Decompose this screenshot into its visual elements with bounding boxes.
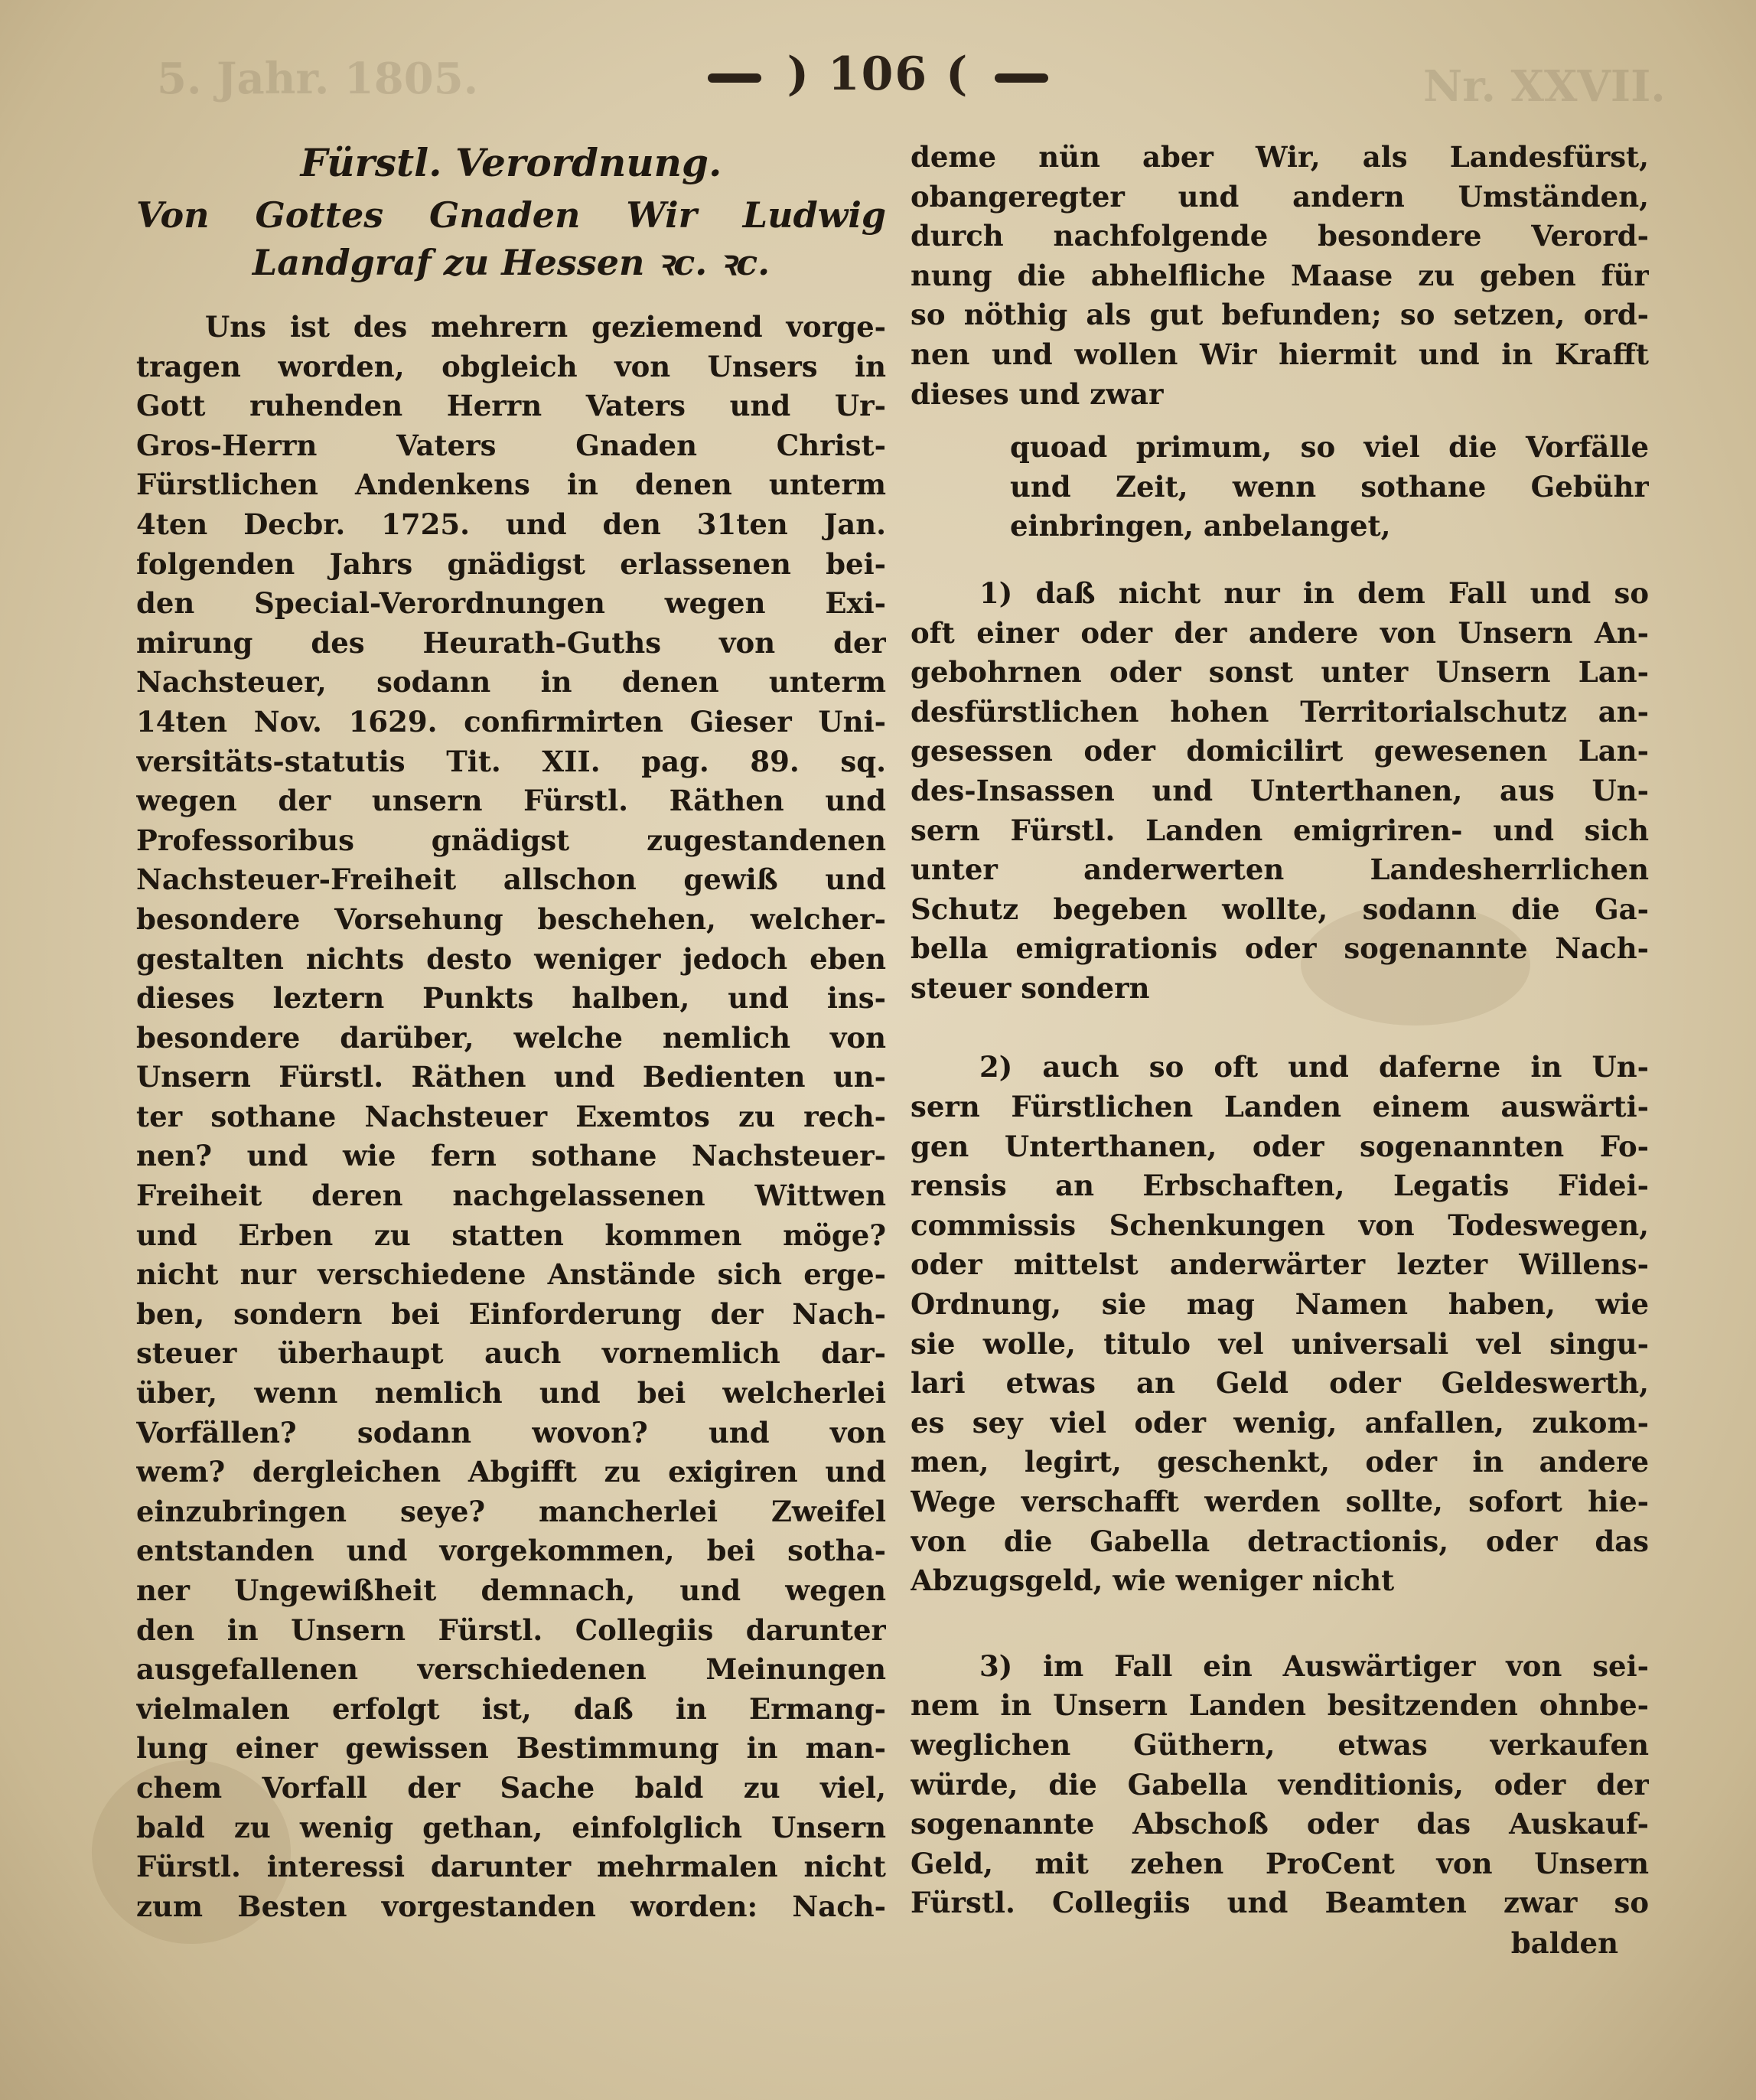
text-line: ben, sondern bei Einforderung der Nach- <box>136 1296 886 1331</box>
text-line: Fürstl. interessi darunter mehrmalen nicht <box>136 1850 886 1884</box>
text-line: chem Vorfall der Sache bald zu viel, <box>136 1770 886 1805</box>
text-line: Freiheit deren nachgelassenen Wittwen <box>136 1179 886 1213</box>
text-line: nen und wollen Wir hiermit und in Krafft <box>911 337 1649 371</box>
text-line: 1) daß nicht nur in dem Fall und so <box>979 576 1649 610</box>
text-line: mirung des Heurath-Guths von der <box>136 625 886 660</box>
text-line: dieses und zwar <box>911 377 1164 411</box>
right-column-intro <box>911 138 1649 414</box>
text-line: einzubringen seye? mancherlei Zweifel <box>136 1494 886 1528</box>
text-line: 14ten Nov. 1629. confirmirten Gieser Uni- <box>136 704 886 739</box>
text-line: und Erben zu statten kommen möge? <box>136 1218 886 1252</box>
text-line: bella emigrationis oder sogenannte Nach- <box>911 931 1649 966</box>
text-line: gebohrnen oder sonst unter Unsern Lan- <box>911 655 1649 690</box>
text-line: Fürstl. Collegiis und Beamten zwar so <box>911 1886 1649 1920</box>
text-line: nen? und wie fern sothane Nachsteuer- <box>136 1139 886 1173</box>
text-line: so nöthig als gut befunden; so setzen, ord- <box>911 298 1649 332</box>
text-line: 4ten Decbr. 1725. und den 31ten Jan. <box>136 507 886 541</box>
text-line: folgenden Jahrs gnädigst erlassenen bei- <box>136 546 886 581</box>
left-column-body <box>136 308 886 1926</box>
text-line: quoad primum, so viel die Vorfälle <box>1010 430 1649 465</box>
spacer <box>911 546 1649 574</box>
ordinance-heading: Fürstl. Verordnung. <box>300 140 722 185</box>
text-line: durch nachfolgende besondere Verord- <box>911 219 1649 253</box>
item-1 <box>911 574 1649 1009</box>
item-2 <box>911 1048 1649 1600</box>
text-line: Nachsteuer-Freiheit allschon gewiß und <box>136 862 886 897</box>
text-line: unter anderwerten Landesherrlichen <box>911 853 1649 887</box>
text-line: nicht nur verschiedene Anstände sich erge- <box>136 1257 886 1292</box>
text-line: Abzugsgeld, wie weniger nicht <box>911 1564 1395 1598</box>
text-line: commissis Schenkungen von Todeswegen, <box>911 1208 1649 1242</box>
text-line: sern Fürstl. Landen emigriren- und sich <box>911 813 1649 847</box>
text-line: entstanden und vorgekommen, bei sotha- <box>136 1534 886 1568</box>
catchword: balden <box>1510 1926 1618 1960</box>
text-line: vielmalen erfolgt ist, daß in Ermang- <box>136 1691 886 1726</box>
left-column <box>136 138 886 1926</box>
text-line: steuer überhaupt auch vornemlich dar- <box>136 1336 886 1371</box>
right-column <box>911 138 1649 1963</box>
text-line: versitäts-statutis Tit. XII. pag. 89. sq. <box>136 744 886 778</box>
text-line: und Zeit, wenn sothane Gebühr <box>1010 469 1649 504</box>
text-line: 2) auch so oft und daferne in Un- <box>979 1050 1649 1084</box>
text-line: sie wolle, titulo vel universali vel singu- <box>911 1326 1649 1361</box>
text-line: tragen worden, obgleich von Unsers in <box>136 349 886 383</box>
text-line: desfürstlichen hohen Territorialschutz an- <box>911 694 1649 729</box>
text-line: einbringen, anbelanget, <box>1010 509 1391 543</box>
header-rule-left <box>708 73 761 83</box>
text-line: Gros-Herrn Vaters Gnaden Christ- <box>136 428 886 462</box>
text-line: besondere darüber, welche nemlich von <box>136 1020 886 1055</box>
text-line: besondere Vorsehung beschehen, welcher- <box>136 902 886 936</box>
text-line: über, wenn nemlich und bei welcherlei <box>136 1376 886 1410</box>
ordinance-subheading: Von Gottes Gnaden Wir Ludwig Landgraf zu Hessen ꝛc. ꝛc. <box>136 194 886 283</box>
item-3 <box>911 1647 1649 1923</box>
text-line: oft einer oder der andere von Unsern An- <box>911 615 1649 650</box>
text-line: Wege verschafft werden sollte, sofort hie- <box>911 1485 1649 1518</box>
text-line: Vorfällen? sodann wovon? und von <box>136 1415 886 1449</box>
text-line: deme nün aber Wir, als Landesfürst, <box>911 140 1649 174</box>
text-line: ter sothane Nachsteuer Exemtos zu rech- <box>136 1099 886 1133</box>
text-line: ausgefallenen verschiedenen Meinungen <box>136 1652 886 1687</box>
text-line: Ordnung, sie mag Namen haben, wie <box>911 1287 1649 1322</box>
text-line: des-Insassen und Unterthanen, aus Un- <box>911 773 1649 807</box>
text-line: gestalten nichts desto weniger jedoch eben <box>136 941 886 976</box>
text-line: nung die abhelfliche Maase zu geben für <box>911 258 1649 292</box>
text-line: Geld, mit zehen ProCent von Unsern <box>911 1846 1649 1880</box>
page-header <box>0 47 1756 101</box>
text-line: den in Unsern Fürstl. Collegiis darunter <box>136 1612 886 1647</box>
bleed-through-text-right: Nr. XXVII. <box>1423 61 1666 112</box>
text-line: rensis an Erbschaften, Legatis Fidei- <box>911 1169 1649 1203</box>
text-line: von die Gabella detractionis, oder das <box>911 1524 1649 1558</box>
text-line: ner Ungewißheit demnach, und wegen <box>136 1573 886 1607</box>
text-line: Gott ruhenden Herrn Vaters und Ur- <box>136 389 886 423</box>
text-line: den Special-Verordnungen wegen Exi- <box>136 586 886 621</box>
text-line: würde, die Gabella venditionis, oder der <box>911 1767 1649 1802</box>
text-line: Professoribus gnädigst zugestandenen <box>136 823 886 857</box>
text-line: wegen der unsern Fürstl. Räthen und <box>136 784 886 818</box>
text-line: Uns ist des mehrern geziemend vorge- <box>205 310 886 344</box>
quoad-primum-section <box>911 428 1649 546</box>
text-line: lung einer gewissen Bestimmung in man- <box>136 1731 886 1766</box>
header-rule-right <box>995 73 1048 83</box>
text-line: sogenannte Abschoß oder das Auskauf- <box>911 1807 1649 1841</box>
text-line: gen Unterthanen, oder sogenannten Fo- <box>911 1129 1649 1163</box>
text-line: wem? dergleichen Abgifft zu exigiren und <box>136 1455 886 1489</box>
text-line: sern Fürstlichen Landen einem auswärti- <box>911 1090 1649 1124</box>
text-line: Nachsteuer, sodann in denen unterm <box>136 665 886 699</box>
page-number: ) 106 ( <box>787 47 969 101</box>
text-line: gesessen oder domicilirt gewesenen Lan- <box>911 734 1649 768</box>
text-line: men, legirt, geschenkt, oder in andere <box>911 1445 1649 1479</box>
text-line: Schutz begeben wollte, sodann die Ga- <box>911 892 1649 926</box>
text-line: obangeregter und andern Umständen, <box>911 179 1649 214</box>
spacer <box>911 1008 1649 1048</box>
text-line: Fürstlichen Andenkens in denen unterm <box>136 468 886 502</box>
spacer <box>911 1601 1649 1647</box>
text-line: weglichen Güthern, etwas verkaufen <box>911 1727 1649 1762</box>
spacer <box>911 414 1649 428</box>
text-line: oder mittelst anderwärter lezter Willens- <box>911 1247 1649 1282</box>
text-line: es sey viel oder wenig, anfallen, zukom- <box>911 1405 1649 1440</box>
text-line: 3) im Fall ein Auswärtiger von sei- <box>979 1648 1649 1683</box>
text-line: bald zu wenig gethan, einfolglich Unsern <box>136 1810 886 1844</box>
text-line: zum Besten vorgestanden worden: Nach- <box>136 1889 886 1923</box>
text-line: lari etwas an Geld oder Geldeswerth, <box>911 1366 1649 1401</box>
text-line: Unsern Fürstl. Räthen und Bedienten un- <box>136 1060 886 1094</box>
bleed-through-text-left: 5. Jahr. 1805. <box>157 54 479 104</box>
text-line: dieses leztern Punkts halben, und ins- <box>136 981 886 1016</box>
text-line: nem in Unsern Landen besitzenden ohnbe- <box>911 1688 1649 1723</box>
text-line: steuer sondern <box>911 970 1150 1005</box>
